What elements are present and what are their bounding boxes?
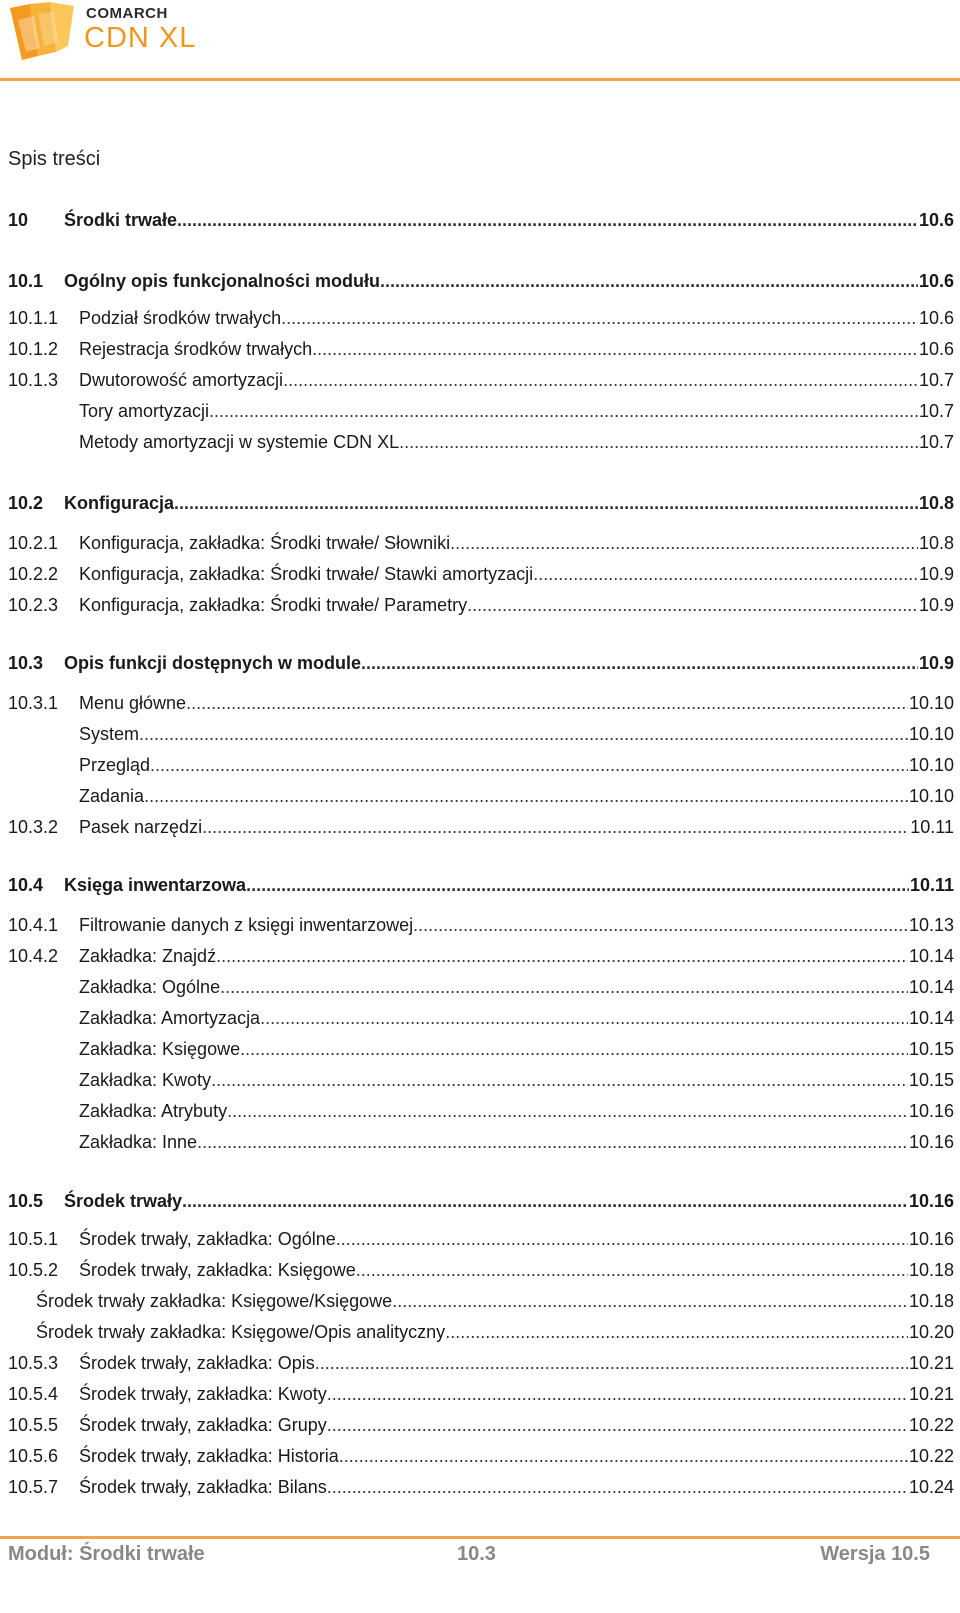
toc-entry-page: 10.22 xyxy=(908,1415,954,1435)
toc-entry-page: 10.15 xyxy=(908,1070,954,1090)
toc-entry-page: 10.7 xyxy=(918,370,954,390)
toc-entry-title: Środek trwały, zakładka: Grupy xyxy=(79,1415,327,1435)
toc-entry-number: 10.1 xyxy=(8,271,44,291)
toc-entry[interactable] xyxy=(0,910,960,940)
toc-dot-leader xyxy=(260,1003,908,1033)
toc-entry-number: 10.2.1 xyxy=(8,533,59,553)
toc-dot-leader xyxy=(216,941,908,971)
toc-dot-leader xyxy=(186,688,908,718)
toc-entry[interactable] xyxy=(0,1379,960,1409)
toc-dot-leader xyxy=(356,1255,908,1285)
toc-entry-page: 10.16 xyxy=(908,1132,954,1152)
toc-entry-title: Środek trwały, zakładka: Opis xyxy=(79,1353,315,1373)
toc-entry-line xyxy=(79,1379,954,1409)
toc-entry[interactable] xyxy=(0,1065,960,1095)
toc-entry-page: 10.6 xyxy=(918,271,954,291)
toc-dot-leader xyxy=(211,1065,908,1095)
toc-entry-line xyxy=(79,1410,954,1440)
toc-entry-title: Przegląd xyxy=(79,755,151,775)
toc-entry-line xyxy=(79,1127,954,1157)
toc-entry-number: 10.5 xyxy=(8,1191,44,1211)
toc-dot-leader xyxy=(202,812,909,842)
toc-entry-page: 10.21 xyxy=(908,1384,954,1404)
toc-entry-line xyxy=(79,427,954,457)
footer-version: Wersja 10.5 xyxy=(820,1543,930,1565)
toc-entry[interactable] xyxy=(0,1410,960,1440)
comarch-logo-icon xyxy=(8,2,80,62)
toc-dot-leader xyxy=(450,528,918,558)
toc-entry-page: 10.7 xyxy=(918,401,954,421)
toc-entry[interactable] xyxy=(0,488,960,518)
toc-entry-title: Zakładka: Kwoty xyxy=(79,1070,212,1090)
toc-entry[interactable] xyxy=(0,941,960,971)
toc-dot-leader xyxy=(240,1034,908,1064)
toc-entry[interactable] xyxy=(0,205,960,235)
toc-dot-leader xyxy=(445,1317,908,1347)
toc-entry-title: Ogólny opis funkcjonalności modułu xyxy=(64,271,381,291)
toc-entry-line xyxy=(64,266,954,296)
toc-entry[interactable] xyxy=(0,365,960,395)
toc-dot-leader xyxy=(227,1096,908,1126)
toc-entry[interactable] xyxy=(0,781,960,811)
toc-title: Spis treści xyxy=(8,148,101,170)
toc-entry-line xyxy=(79,719,954,749)
toc-entry-page: 10.10 xyxy=(908,724,954,744)
toc-entry-line xyxy=(79,559,954,589)
toc-entry[interactable] xyxy=(0,870,960,900)
toc-entry-number: 10 xyxy=(8,210,29,230)
toc-entry-number: 10.4.2 xyxy=(8,946,59,966)
toc-entry-line xyxy=(79,528,954,558)
toc-entry-number: 10.4.1 xyxy=(8,915,59,935)
toc-entry-title: Środek trwały, zakładka: Bilans xyxy=(79,1477,327,1497)
toc-entry-page: 10.22 xyxy=(908,1446,954,1466)
toc-entry-line xyxy=(79,1255,954,1285)
toc-entry-number: 10.3 xyxy=(8,653,44,673)
toc-entry-page: 10.16 xyxy=(908,1191,954,1211)
toc-entry-title: Konfiguracja, zakładka: Środki trwałe/ Słowniki xyxy=(79,533,451,553)
toc-entry[interactable] xyxy=(0,303,960,333)
toc-entry[interactable] xyxy=(0,559,960,589)
toc-entry-page: 10.18 xyxy=(908,1291,954,1311)
toc-entry-number: 10.3.1 xyxy=(8,693,59,713)
toc-entry-line xyxy=(79,334,954,364)
toc-entry-line xyxy=(79,750,954,780)
toc-entry-page: 10.7 xyxy=(918,432,954,452)
toc-dot-leader xyxy=(336,1224,908,1254)
toc-entry-page: 10.14 xyxy=(908,946,954,966)
brand-name: COMARCH xyxy=(86,5,168,22)
toc-entry-title: Zakładka: Księgowe xyxy=(79,1039,241,1059)
toc-entry[interactable] xyxy=(0,972,960,1002)
toc-entry-title: Konfiguracja xyxy=(64,493,175,513)
toc-dot-leader xyxy=(327,1410,908,1440)
page-footer xyxy=(0,1543,960,1583)
toc-dot-leader xyxy=(220,972,908,1002)
footer-module: Moduł: Środki trwałe xyxy=(8,1543,205,1565)
toc-dot-leader xyxy=(177,205,918,235)
toc-entry[interactable] xyxy=(0,1224,960,1254)
toc-dot-leader xyxy=(281,303,918,333)
toc-entry-number: 10.5.3 xyxy=(8,1353,59,1373)
toc-entry-page: 10.21 xyxy=(908,1353,954,1373)
toc-entry[interactable] xyxy=(0,750,960,780)
toc-entry-page: 10.11 xyxy=(909,875,954,895)
toc-entry-number: 10.5.1 xyxy=(8,1229,59,1249)
toc-entry-title: Dwutorowość amortyzacji xyxy=(79,370,284,390)
toc-entry[interactable] xyxy=(0,528,960,558)
toc-entry[interactable] xyxy=(0,266,960,296)
toc-entry-title: System xyxy=(79,724,140,744)
toc-entry[interactable] xyxy=(0,1472,960,1502)
toc-dot-leader xyxy=(315,1348,908,1378)
toc-dot-leader xyxy=(150,750,908,780)
toc-entry-title: Pasek narzędzi xyxy=(79,817,203,837)
toc-entry[interactable] xyxy=(0,1127,960,1157)
footer-divider xyxy=(0,1536,960,1539)
toc-dot-leader xyxy=(139,719,908,749)
toc-entry-page: 10.10 xyxy=(908,693,954,713)
toc-entry-number: 10.4 xyxy=(8,875,44,895)
toc-entry-line xyxy=(79,1003,954,1033)
toc-dot-leader xyxy=(399,427,918,457)
toc-entry-page: 10.6 xyxy=(918,339,954,359)
toc-entry[interactable] xyxy=(0,396,960,426)
product-name: CDN XL xyxy=(84,22,197,54)
toc-entry-line xyxy=(79,972,954,1002)
toc-dot-leader xyxy=(283,365,918,395)
toc-entry-page: 10.9 xyxy=(918,595,954,615)
toc-dot-leader xyxy=(392,1286,908,1316)
toc-entry-page: 10.15 xyxy=(908,1039,954,1059)
toc-dot-leader xyxy=(361,648,918,678)
toc-entry-line xyxy=(79,812,954,842)
toc-entry[interactable] xyxy=(0,1441,960,1471)
toc-entry[interactable] xyxy=(0,719,960,749)
toc-entry-line xyxy=(79,1096,954,1126)
toc-entry-page: 10.16 xyxy=(908,1101,954,1121)
toc-entry-line xyxy=(79,941,954,971)
toc-entry-number: 10.5.7 xyxy=(8,1477,59,1497)
toc-entry[interactable] xyxy=(0,648,960,678)
toc-entry-line xyxy=(79,910,954,940)
toc-entry-page: 10.11 xyxy=(910,817,954,837)
toc-entry-line xyxy=(79,303,954,333)
toc-entry-title: Rejestracja środków trwałych xyxy=(79,339,313,359)
toc-entry[interactable] xyxy=(0,1317,960,1347)
toc-entry[interactable] xyxy=(0,427,960,457)
toc-entry-page: 10.10 xyxy=(908,786,954,806)
toc-entry-line xyxy=(79,1472,954,1502)
header-divider xyxy=(0,78,960,81)
toc-entry-title: Środek trwały, zakładka: Ogólne xyxy=(79,1229,336,1249)
toc-entry-page: 10.20 xyxy=(908,1322,954,1342)
toc-entry-line xyxy=(79,1224,954,1254)
toc-entry-title: Środek trwały zakładka: Księgowe/Księgowe xyxy=(36,1291,393,1311)
toc-entry-title: Zakładka: Inne xyxy=(79,1132,198,1152)
toc-entry-number: 10.3.2 xyxy=(8,817,59,837)
toc-dot-leader xyxy=(413,910,908,940)
toc-entry[interactable] xyxy=(0,1186,960,1216)
toc-entry[interactable] xyxy=(0,1034,960,1064)
toc-entry-page: 10.16 xyxy=(908,1229,954,1249)
toc-entry[interactable] xyxy=(0,1255,960,1285)
toc-entry-title: Zakładka: Znajdź xyxy=(79,946,217,966)
toc-entry-title: Tory amortyzacji xyxy=(79,401,210,421)
toc-entry-line xyxy=(79,1065,954,1095)
toc-entry-line xyxy=(64,870,954,900)
toc-entry[interactable] xyxy=(0,688,960,718)
toc-dot-leader xyxy=(327,1379,908,1409)
toc-dot-leader xyxy=(467,590,918,620)
toc-entry-number: 10.5.4 xyxy=(8,1384,59,1404)
toc-entry-page: 10.18 xyxy=(908,1260,954,1280)
toc-entry[interactable] xyxy=(0,1348,960,1378)
toc-dot-leader xyxy=(533,559,918,589)
toc-entry-number: 10.5.6 xyxy=(8,1446,59,1466)
toc-dot-leader xyxy=(246,870,909,900)
toc-entry[interactable] xyxy=(0,334,960,364)
toc-entry-line xyxy=(64,205,954,235)
toc-entry[interactable] xyxy=(0,1096,960,1126)
toc-entry-page: 10.14 xyxy=(908,977,954,997)
toc-entry-title: Filtrowanie danych z księgi inwentarzowej xyxy=(79,915,414,935)
toc-entry-page: 10.9 xyxy=(918,653,954,673)
toc-entry-page: 10.9 xyxy=(918,564,954,584)
toc-dot-leader xyxy=(339,1441,908,1471)
toc-dot-leader xyxy=(144,781,908,811)
toc-entry-title: Konfiguracja, zakładka: Środki trwałe/ Parametry xyxy=(79,595,468,615)
toc-entry-line xyxy=(79,396,954,426)
toc-entry-page: 10.13 xyxy=(908,915,954,935)
toc-entry-number: 10.1.2 xyxy=(8,339,59,359)
toc-entry-line xyxy=(79,1441,954,1471)
toc-entry-page: 10.8 xyxy=(918,493,954,513)
toc-entry-title: Opis funkcji dostępnych w module xyxy=(64,653,362,673)
toc-entry-line xyxy=(79,365,954,395)
toc-dot-leader xyxy=(174,488,918,518)
toc-entry-line xyxy=(79,1348,954,1378)
toc-entry[interactable] xyxy=(0,1286,960,1316)
footer-page-number: 10.3 xyxy=(457,1543,496,1565)
toc-entry[interactable] xyxy=(0,1003,960,1033)
toc-entry-line xyxy=(79,1034,954,1064)
toc-entry-title: Metody amortyzacji w systemie CDN XL xyxy=(79,432,400,452)
toc-entry-title: Konfiguracja, zakładka: Środki trwałe/ Stawki amortyzacji xyxy=(79,564,534,584)
toc-entry-title: Środek trwały, zakładka: Historia xyxy=(79,1446,339,1466)
toc-entry[interactable] xyxy=(0,590,960,620)
toc-entry-line xyxy=(64,488,954,518)
toc-entry-line xyxy=(64,648,954,678)
toc-dot-leader xyxy=(209,396,918,426)
toc-entry-line xyxy=(79,781,954,811)
toc-entry-title: Środek trwały zakładka: Księgowe/Opis analityczny xyxy=(36,1322,446,1342)
toc-entry-number: 10.2.3 xyxy=(8,595,59,615)
toc-entry-title: Zakładka: Ogólne xyxy=(79,977,221,997)
toc-entry-page: 10.6 xyxy=(918,308,954,328)
toc-entry-number: 10.1.1 xyxy=(8,308,59,328)
toc-entry-page: 10.14 xyxy=(908,1008,954,1028)
toc-dot-leader xyxy=(197,1127,908,1157)
toc-entry-page: 10.10 xyxy=(908,755,954,775)
toc-entry-title: Środek trwały, zakładka: Księgowe xyxy=(79,1260,356,1280)
toc-entry-title: Menu główne xyxy=(79,693,187,713)
toc-dot-leader xyxy=(380,266,918,296)
toc-dot-leader xyxy=(327,1472,908,1502)
toc-entry-page: 10.8 xyxy=(918,533,954,553)
toc-entry-line xyxy=(36,1286,954,1316)
toc-dot-leader xyxy=(312,334,918,364)
toc-entry-page: 10.6 xyxy=(918,210,954,230)
toc-entry-line xyxy=(79,590,954,620)
toc-entry-line xyxy=(36,1317,954,1347)
toc-dot-leader xyxy=(182,1186,908,1216)
toc-entry-title: Zakładka: Amortyzacja xyxy=(79,1008,261,1028)
toc-entry-title: Środki trwałe xyxy=(64,210,178,230)
page-header xyxy=(0,0,960,80)
toc-entry-title: Księga inwentarzowa xyxy=(64,875,247,895)
toc-entry-title: Podział środków trwałych xyxy=(79,308,282,328)
toc-entry-line xyxy=(64,1186,954,1216)
toc-entry-title: Zadania xyxy=(79,786,145,806)
toc-entry[interactable] xyxy=(0,812,960,842)
toc-entry-number: 10.5.5 xyxy=(8,1415,59,1435)
toc-entry-number: 10.1.3 xyxy=(8,370,59,390)
toc-entry-number: 10.5.2 xyxy=(8,1260,59,1280)
toc-entry-page: 10.24 xyxy=(908,1477,954,1497)
toc-entry-title: Środek trwały xyxy=(64,1191,183,1211)
toc-entry-number: 10.2.2 xyxy=(8,564,59,584)
toc-entry-number: 10.2 xyxy=(8,493,44,513)
toc-entry-title: Zakładka: Atrybuty xyxy=(79,1101,228,1121)
toc-entry-line xyxy=(79,688,954,718)
toc-entry-title: Środek trwały, zakładka: Kwoty xyxy=(79,1384,327,1404)
